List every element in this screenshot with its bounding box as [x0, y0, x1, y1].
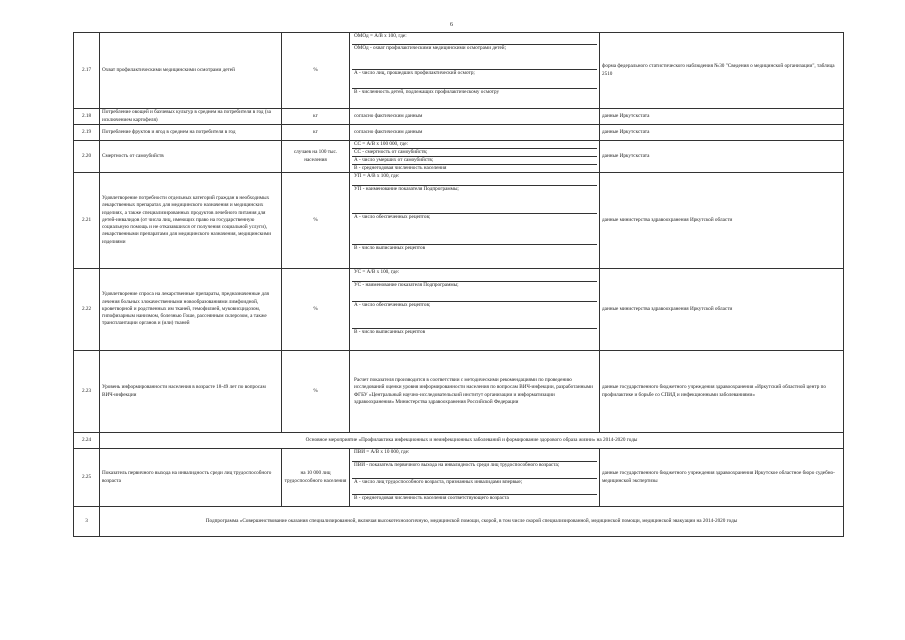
- section-heading: Подпрограмма «Совершенствование оказания специализированной, включая высокотехнологичную, медицинской помощи, скорой, в том числе скорой специализированной, медицинской помощи, медицинской эвакуации на 2014-2020 годы: [100, 507, 844, 537]
- formula-line: В - численность детей, подлежащих профилактическому осмотру: [354, 89, 500, 95]
- calculation-method: [350, 449, 600, 507]
- calculation-method: [350, 109, 600, 125]
- indicator-name: Потребление овощей и бахчевых культур в среднем на потребителя в год (за исключением картофеля): [100, 109, 282, 125]
- unit-of-measure: %: [282, 173, 350, 269]
- table-row: [74, 449, 844, 507]
- calculation-method: [350, 269, 600, 351]
- formula-line: А - число обеспеченных рецептов;: [352, 214, 597, 245]
- table-row: [74, 109, 844, 125]
- formula-line: УС = А/В х 100, где:: [352, 269, 597, 282]
- unit-of-measure: на 10 000 лиц трудоспособного населения: [282, 449, 350, 507]
- data-source: данные государственного бюджетного учреждения здравоохранения Иркутское областное бюро судебно-медицинской экспертизы: [600, 449, 844, 507]
- formula-line: А - число умерших от самоубийств;: [352, 157, 597, 165]
- formula-line: В - число выписанных рецептов: [354, 245, 426, 251]
- indicator-name: Уровень информированности населения в возрасте 18-49 лет по вопросам ВИЧ-инфекции: [100, 351, 282, 433]
- unit-of-measure: %: [282, 33, 350, 109]
- table-row: [74, 141, 844, 173]
- formula-line: А - число лиц трудоспособного возраста, признанных инвалидами впервые;: [352, 479, 597, 495]
- row-number: 2.17: [74, 33, 100, 109]
- table-row: [74, 351, 844, 433]
- row-number: 2.25: [74, 449, 100, 507]
- formula-line: согласно фактическим данным: [354, 112, 423, 119]
- formula-line: УП = А/В х 100, где:: [352, 173, 597, 186]
- indicator-name: Охват профилактическими медицинскими осмотрами детей: [100, 33, 282, 109]
- formula-line: СС - смертность от самоубийств;: [352, 149, 597, 157]
- calculation-method: [350, 33, 600, 109]
- unit-of-measure: кг: [282, 109, 350, 125]
- formula-line: ОМОд = А/В х 100, где:: [352, 33, 597, 45]
- row-number: 2.21: [74, 173, 100, 269]
- row-number: 2.22: [74, 269, 100, 351]
- unit-of-measure: %: [282, 269, 350, 351]
- data-source: данные Иркутскстата: [600, 109, 844, 125]
- table-row: [74, 125, 844, 141]
- formula-line: В - среднегодовая численность населения: [354, 165, 447, 171]
- formula-line: УП - наименование показателя Подпрограммы;: [352, 186, 597, 214]
- row-number: 2.18: [74, 109, 100, 125]
- formula-line: ОМОд - охват профилактическими медицинскими осмотрами детей;: [352, 45, 597, 70]
- page-number: 6: [450, 22, 453, 28]
- calculation-method: [350, 125, 600, 141]
- data-source: данные государственного бюджетного учреждения здравоохранения «Иркутский областной центр по профилактике и борьбе со СПИД и инфекционными заболеваниями»: [600, 351, 844, 433]
- formula-line: А - число обеспеченных рецептов;: [352, 302, 597, 329]
- indicator-name: Показатель первичного выхода на инвалидность среди лиц трудоспособного возраста: [100, 449, 282, 507]
- data-source: данные министерства здравоохранения Иркутской области: [600, 173, 844, 269]
- data-source: форма федерального статистического наблюдения №30 "Сведения о медицинской организации", таблица 2510: [600, 33, 844, 109]
- unit-of-measure: случаев на 100 тыс. населения: [282, 141, 350, 173]
- row-number: 2.20: [74, 141, 100, 173]
- indicator-name: Удовлетворение потребности отдельных категорий граждан в необходимых лекарственных препаратах для медицинского назначения и медицинских изделиях, а также специализированных продуктов лечебного питания для детей-инвалидов (от числа лиц, имеющих право на государственную социальную помощь и не отказавшихся от получения социальной услуги), лекарственными препаратами для медицинского назначения, медицинскими изделиями: [100, 173, 282, 269]
- row-number: 3: [74, 507, 100, 537]
- data-source: данные Иркутскстата: [600, 141, 844, 173]
- table-row: [74, 173, 844, 269]
- formula-line: СС = А/В х 100 000, где:: [352, 141, 597, 149]
- calculation-method: [350, 141, 600, 173]
- table-row: [74, 507, 844, 537]
- unit-of-measure: %: [282, 351, 350, 433]
- formula-line: ПВИ = А/В х 10 000, где:: [352, 449, 597, 462]
- indicator-name: Смертность от самоубийств: [100, 141, 282, 173]
- unit-of-measure: кг: [282, 125, 350, 141]
- indicator-name: Потребление фруктов и ягод в среднем на потребителя в год: [100, 125, 282, 141]
- formula-line: УС - наименование показателя Подпрограммы;: [352, 282, 597, 302]
- table-row: [74, 433, 844, 449]
- row-number: 2.19: [74, 125, 100, 141]
- formula-line: В - число выписанных рецептов: [354, 329, 426, 335]
- formula-line: В - среднегодовая численность населения соответствующего возраста: [354, 495, 509, 501]
- calculation-method: [350, 173, 600, 269]
- indicators-table: [73, 32, 844, 537]
- formula-line: Расчет показателя производится в соответствии с методическими рекомендациями по проведению исследований оценки уровня информированности населения по вопросам ВИЧ-инфекции, разработанными ФГБУ «Центральный научно-исследовательский институт организации и информатизации здравоохранения» Министерства здравоохранения Российской Федерации: [354, 377, 593, 405]
- data-source: данные министерства здравоохранения Иркутской области: [600, 269, 844, 351]
- data-source: данные Иркутскстата: [600, 125, 844, 141]
- calculation-method: [350, 351, 600, 433]
- formula-line: согласно фактическим данным: [354, 128, 423, 135]
- row-number: 2.23: [74, 351, 100, 433]
- formula-line: А - число лиц, прошедших профилактический осмотр;: [352, 70, 597, 89]
- table-row: [74, 33, 844, 109]
- section-heading: Основное мероприятие «Профилактика инфекционных и неинфекционных заболеваний и формирование здорового образа жизни» на 2014-2020 годы: [100, 433, 844, 449]
- table-row: [74, 269, 844, 351]
- row-number: 2.24: [74, 433, 100, 449]
- indicator-name: Удовлетворение спроса на лекарственные препараты, предназначенные для лечения больных злокачественными новообразованиями лимфоидной, кроветворной и родственных им тканей, гемофилией, муковисцидозом, гипофизарным нанизмом, болезнью Гоше, рассеянным склерозом, а также трансплантации органов и (или) тканей: [100, 269, 282, 351]
- formula-line: ПВИ - показатель первичного выхода на инвалидность среди лиц трудоспособного возраста;: [352, 462, 597, 479]
